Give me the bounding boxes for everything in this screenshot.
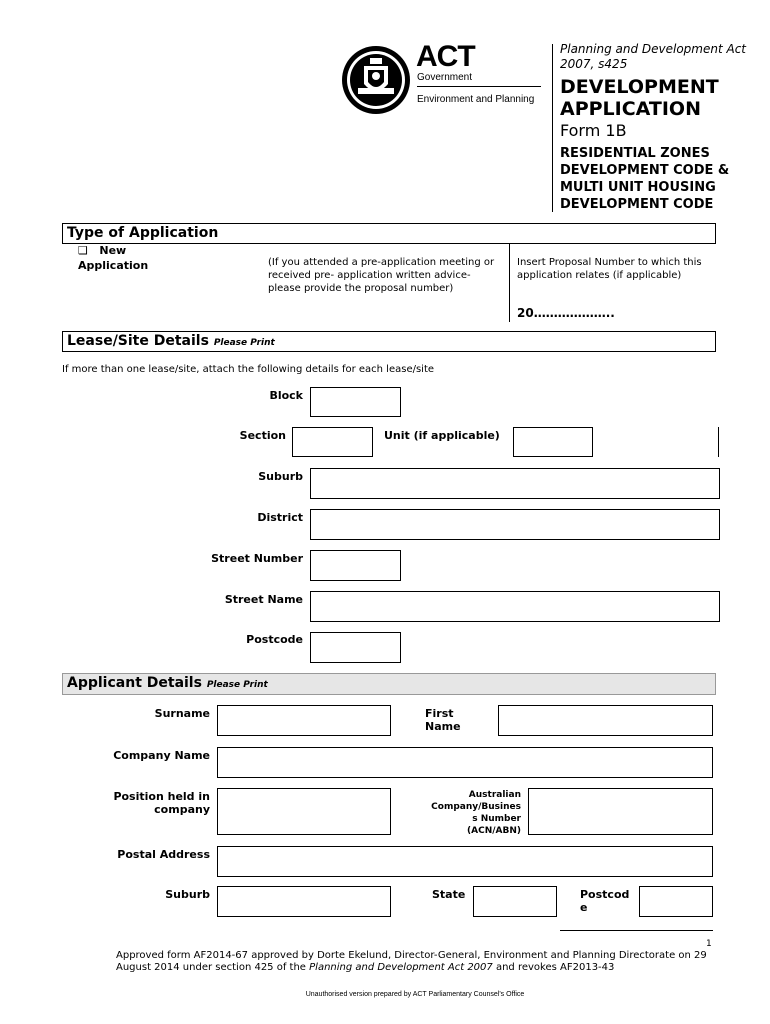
logo-government-text: Government bbox=[417, 72, 473, 83]
position-input[interactable] bbox=[217, 788, 391, 835]
type-of-application-heading: Type of Application bbox=[62, 223, 716, 244]
lease-instruction: If more than one lease/site, attach the following details for each lease/site bbox=[62, 364, 435, 375]
proposal-note: Insert Proposal Number to which this application relates (if applicable) bbox=[517, 257, 702, 281]
applicant-suburb-label: Suburb bbox=[165, 888, 210, 901]
company-name-label: Company Name bbox=[113, 749, 210, 762]
logo-directorate-text: Environment and Planning bbox=[417, 94, 535, 105]
first-name-label: First Name bbox=[425, 707, 461, 733]
applicant-postcode-label: Postcod e bbox=[580, 888, 630, 914]
street-number-input[interactable] bbox=[310, 550, 401, 581]
acn-abn-input[interactable] bbox=[528, 788, 713, 835]
form-title-line2: APPLICATION bbox=[560, 98, 701, 120]
surname-label: Surname bbox=[154, 707, 210, 720]
postcode-input[interactable] bbox=[310, 632, 401, 663]
block-input[interactable] bbox=[310, 387, 401, 417]
new-application-label-1: New bbox=[99, 244, 127, 257]
unit-label: Unit (if applicable) bbox=[384, 429, 500, 442]
applicant-postcode-input[interactable] bbox=[639, 886, 713, 917]
row-end-line bbox=[560, 930, 713, 931]
section-label: Section bbox=[239, 429, 286, 442]
lease-site-heading: Lease/Site Details Please Print bbox=[62, 331, 716, 352]
proposal-divider bbox=[509, 244, 510, 322]
postal-address-input[interactable] bbox=[217, 846, 713, 877]
block-label: Block bbox=[269, 389, 303, 402]
act-crest-icon bbox=[340, 44, 412, 116]
new-application-checkbox[interactable] bbox=[78, 244, 126, 257]
state-input[interactable] bbox=[473, 886, 557, 917]
company-name-input[interactable] bbox=[217, 747, 713, 778]
approval-note: Approved form AF2014-67 approved by Dorte Ekelund, Director-General, Environment and Planning Directorate on 29 August 2014 under section 425 of the Planning and Development Act 2007 and revokes AF2013-43 bbox=[116, 950, 707, 973]
district-input[interactable] bbox=[310, 509, 720, 540]
form-title-line1: DEVELOPMENT bbox=[560, 76, 719, 98]
header-divider bbox=[552, 44, 553, 212]
unit-input[interactable] bbox=[513, 427, 593, 457]
street-name-input[interactable] bbox=[310, 591, 720, 622]
first-name-input[interactable] bbox=[498, 705, 713, 736]
page-number: 1 bbox=[706, 939, 712, 949]
suburb-input[interactable] bbox=[310, 468, 720, 499]
form-number: Form 1B bbox=[560, 121, 627, 140]
surname-input[interactable] bbox=[217, 705, 391, 736]
unit-row-end-line bbox=[718, 427, 719, 457]
district-label: District bbox=[257, 511, 303, 524]
section-input[interactable] bbox=[292, 427, 373, 457]
postal-address-label: Postal Address bbox=[117, 848, 210, 861]
new-application-label-2: Application bbox=[78, 259, 149, 272]
pre-application-note: (If you attended a pre-application meeting or received pre- application written advice- please provide the proposal number) bbox=[268, 257, 495, 294]
position-label: Position held in company bbox=[113, 790, 210, 816]
state-label: State bbox=[432, 888, 466, 901]
street-number-label: Street Number bbox=[211, 552, 303, 565]
logo-divider bbox=[417, 86, 541, 87]
acn-abn-label: Australian Company/Busines s Number (ACN/ABN) bbox=[431, 790, 521, 836]
checkbox-icon: ❑ bbox=[78, 244, 88, 257]
disclaimer: Unauthorised version prepared by ACT Parliamentary Counsel's Office bbox=[305, 991, 525, 998]
suburb-label: Suburb bbox=[258, 470, 303, 483]
street-name-label: Street Name bbox=[224, 593, 303, 606]
applicant-details-heading: Applicant Details Please Print bbox=[62, 673, 716, 695]
applicant-suburb-input[interactable] bbox=[217, 886, 391, 917]
act-reference: Planning and Development Act 2007, s425 bbox=[560, 42, 747, 71]
logo-act-text: ACT bbox=[416, 40, 475, 73]
form-subtitle: RESIDENTIAL ZONES DEVELOPMENT CODE & MULTI UNIT HOUSING DEVELOPMENT CODE bbox=[560, 146, 730, 212]
postcode-label: Postcode bbox=[246, 633, 303, 646]
proposal-number-field[interactable]: 20……………….. bbox=[517, 306, 615, 320]
